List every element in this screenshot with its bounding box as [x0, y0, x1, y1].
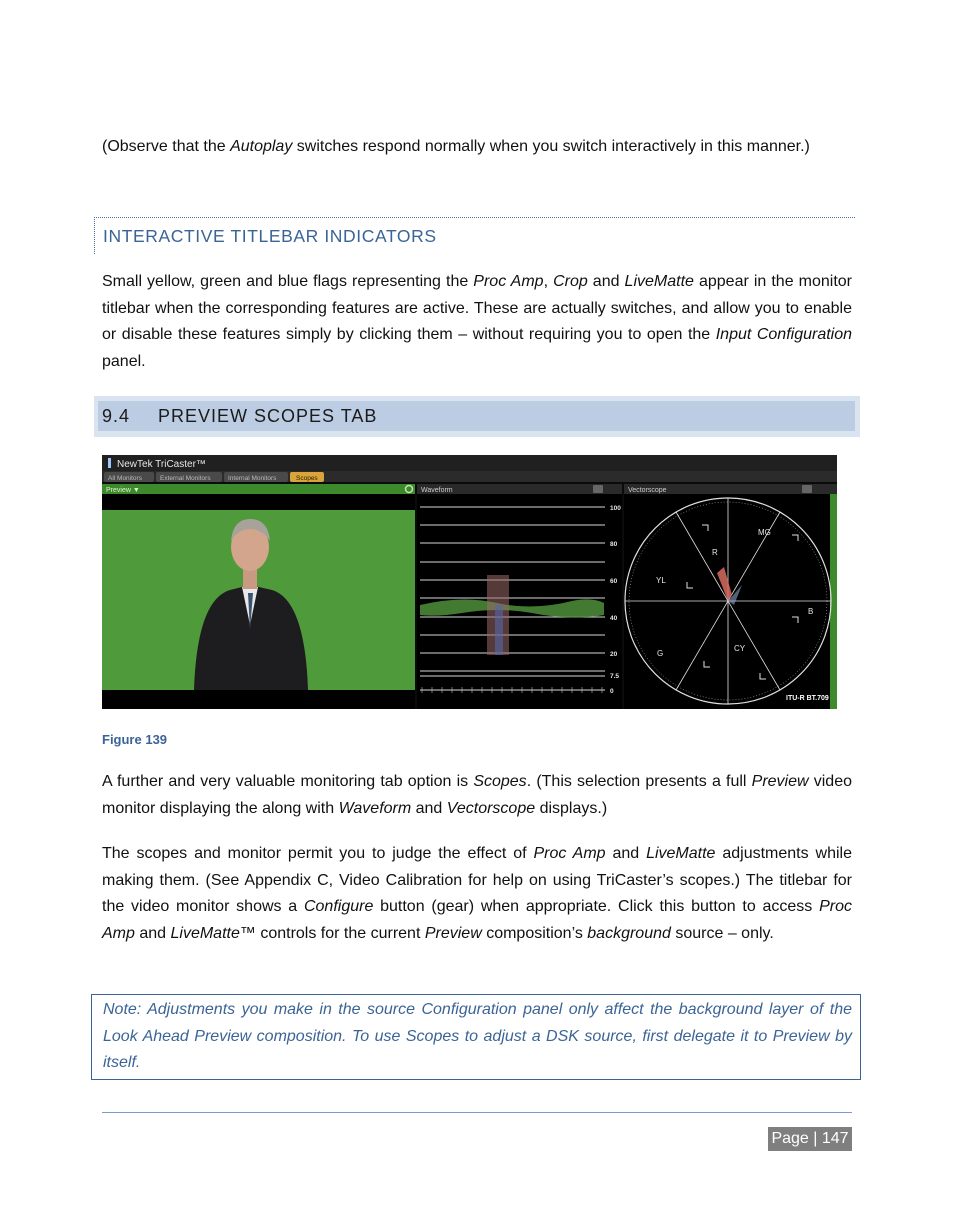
tab-all-monitors[interactable] [104, 472, 154, 482]
note-box [91, 994, 861, 1080]
emphasis: Autoplay [230, 138, 293, 155]
speaker-icon[interactable] [593, 485, 603, 493]
emphasis: Crop [553, 273, 588, 290]
page-number: Page | 147 [768, 1127, 852, 1151]
emphasis: Scopes [473, 773, 527, 790]
vector-label-yl: YL [656, 576, 666, 585]
paragraph-titlebar-flags: Small yellow, green and blue flags representing the Proc Amp, Crop and LiveMatte appear in the monitor titlebar when the corresponding features are active. These are actually switches, and allow you to enable or disable these features simply by clicking them – without requiring you to open the Input Configuration panel. [102, 273, 853, 370]
section-title: PREVIEW SCOPES TAB [158, 406, 378, 426]
emphasis: LiveMatte [624, 273, 694, 290]
waveform-tick: 0 [610, 688, 614, 695]
paragraph-scopes-option: A further and very valuable monitoring tab option is Scopes. (This selection presents a full Preview video monitor displaying the along with Waveform and Vectorscope displays.) [102, 773, 852, 817]
vector-label-b: B [808, 607, 814, 616]
speaker-icon[interactable] [802, 485, 812, 493]
waveform-tick: 60 [610, 578, 618, 585]
svg-text:Internal Monitors: Internal Monitors [228, 475, 277, 482]
figure-caption: Figure 139 [102, 732, 168, 747]
vectorscope-label: Vectorscope [628, 487, 667, 494]
svg-text:Scopes: Scopes [296, 475, 318, 482]
emphasis: Preview [424, 924, 482, 942]
emphasis: LiveMatte [646, 845, 716, 862]
preview-label: Preview ▼ [106, 487, 140, 494]
waveform-tick: 40 [610, 615, 618, 622]
heading-preview-scopes-tab [94, 396, 860, 437]
vector-label-cy: CY [734, 644, 746, 653]
footer-rule [102, 1112, 852, 1113]
svg-text:External Monitors: External Monitors [160, 475, 211, 482]
emphasis: background [587, 924, 671, 942]
heading-text: INTERACTIVE TITLEBAR INDICATORS [103, 226, 437, 246]
waveform-label: Waveform [421, 487, 453, 494]
emphasis: Proc Amp [102, 898, 852, 942]
waveform-tick: 7.5 [610, 673, 620, 680]
emphasis: Proc Amp [473, 273, 544, 290]
tab-scopes[interactable] [290, 472, 324, 482]
note-text: Note: Adjustments you make in the source Configuration panel only affect the background layer of the Look Ahead Preview composition. To use Scopes to adjust a DSK source, first delegate it to Preview by itself. [103, 1001, 852, 1071]
waveform-tick: 100 [610, 505, 621, 512]
emphasis: LiveMatte™ [170, 924, 256, 942]
figure-scopes-screenshot [102, 455, 837, 709]
emphasis: Configure [303, 898, 374, 915]
section-number: 9.4 [102, 406, 131, 426]
newtek-logo-icon [108, 458, 111, 468]
heading-interactive-titlebar-indicators [94, 217, 855, 254]
emphasis: Waveform [338, 799, 412, 817]
vector-label-mg: MG [758, 528, 771, 537]
vector-label-r: R [712, 548, 718, 557]
emphasis: Proc Amp [533, 845, 606, 862]
waveform-tick: 20 [610, 651, 618, 658]
vector-label-g: G [657, 649, 664, 658]
paragraph-scopes-usage: The scopes and monitor permit you to judge the effect of Proc Amp and LiveMatte adjustments while making them. (See Appendix C, Video Calibration for help on using TriCaster’s scopes.) The titlebar for the video monitor shows a Configure button (gear) when appropriate. Click this button to access Proc Amp and LiveMatte™ controls for the current Preview composition’s background source – only. [102, 845, 852, 942]
tab-external-monitors[interactable] [156, 472, 222, 482]
tab-internal-monitors[interactable] [224, 472, 288, 482]
emphasis: Preview [751, 773, 809, 790]
waveform-tick: 80 [610, 541, 618, 548]
vector-standard: ITU-R BT.709 [786, 695, 829, 702]
paragraph-autoplay: (Observe that the Autoplay switches respond normally when you switch interactively in this manner.) [102, 138, 810, 155]
emphasis: Vectorscope [446, 799, 536, 817]
svg-text:All Monitors: All Monitors [108, 475, 142, 482]
emphasis: Input Configuration [715, 326, 853, 343]
app-title: NewTek TriCaster™ [117, 459, 206, 470]
